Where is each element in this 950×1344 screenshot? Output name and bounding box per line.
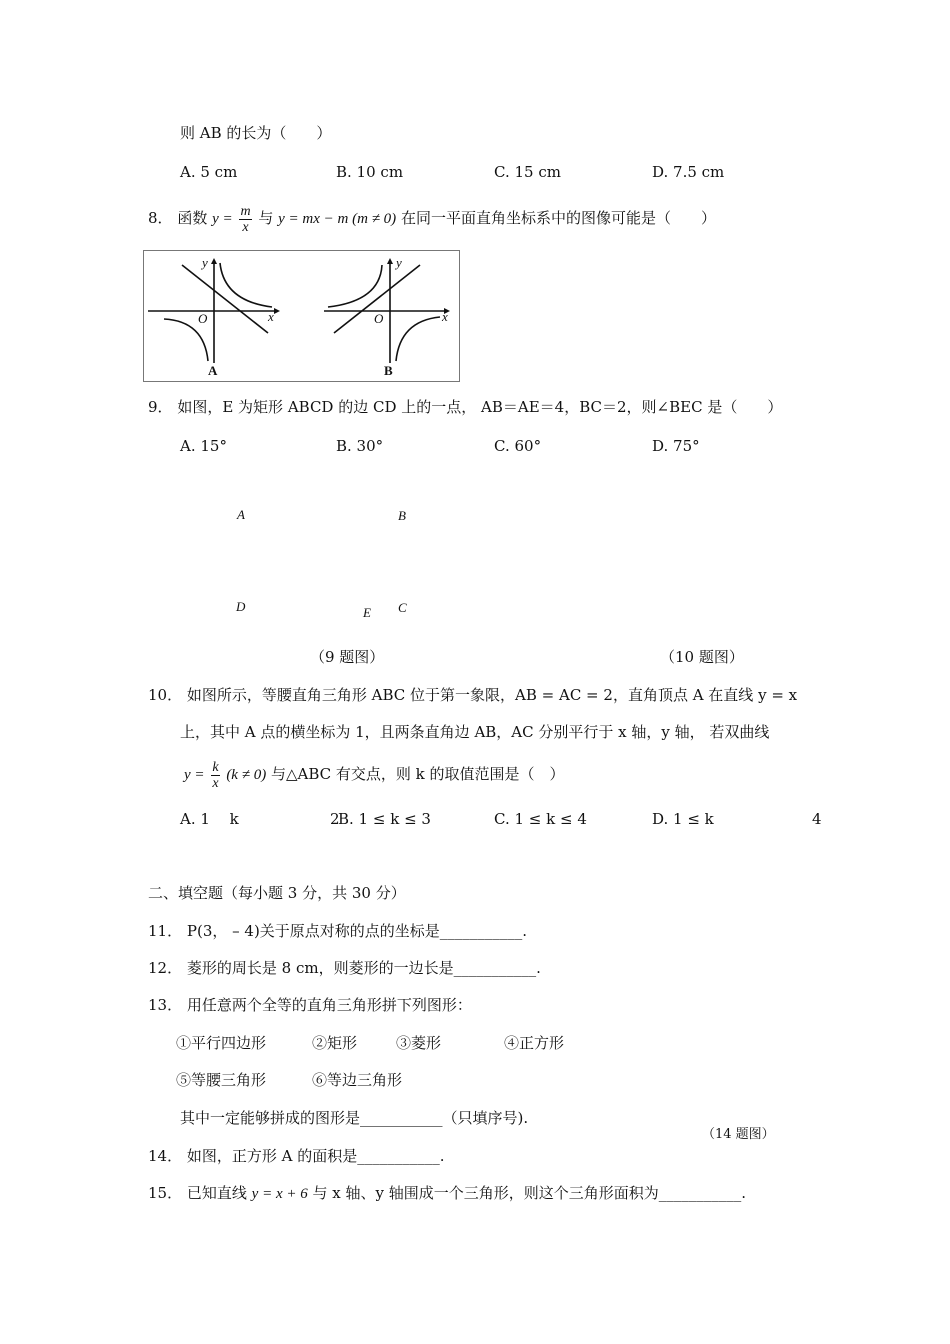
graph-a-x-label: x [268, 309, 274, 324]
section2-heading: 二、填空题（每小题 3 分，共 30 分） [148, 884, 406, 902]
graph-b-origin-label: O [374, 311, 384, 326]
q7-option-a: A. 5 cm [180, 163, 238, 181]
q9-stem: 如图，E 为矩形 ABCD 的边 CD 上的一点， AB＝AE＝4，BC＝2，则∠BEC 是（ ） [177, 398, 783, 416]
q10-fraction [211, 760, 219, 791]
q8-suffix: 在同一平面直角坐标系中的图像可能是（ ） [400, 209, 716, 227]
q8-func2: y = mx − m (m ≠ 0) [278, 211, 397, 227]
caption-fig9: （9 题图） [310, 648, 385, 666]
q10-line3-suffix: 与△ABC 有交点，则 k 的取值范围是（ ） [270, 765, 565, 783]
graph-b-y-label: y [396, 255, 402, 270]
q10-option-d: D. 1 ≤ k [652, 810, 714, 828]
q8-frac-den: x [242, 219, 249, 235]
q10-line3 [184, 756, 565, 793]
q13-tail: 其中一定能够拼成的图形是___________（只填序号). [180, 1109, 529, 1127]
fig9-label-e: E [363, 605, 371, 620]
q15-prefix: 已知直线 [186, 1184, 247, 1202]
q10-option-b: B. 1 ≤ k ≤ 3 [338, 810, 431, 828]
q7-option-b: B. 10 cm [336, 163, 404, 181]
q11-line [148, 922, 527, 940]
fig9-label-b: B [398, 508, 406, 523]
graph-b [324, 258, 450, 363]
q10-line1-text: 如图所示，等腰直角三角形 ABC 位于第一象限，AB = AC = 2，直角顶点 A 在直线 y = x [186, 686, 798, 704]
q10-cond: (k ≠ 0) [226, 767, 267, 783]
q10-number: 10． [148, 686, 183, 704]
q14-text: 如图，正方形 A 的面积是___________. [186, 1147, 445, 1165]
q9-option-b: B. 30° [336, 437, 384, 455]
q10-option-c: C. 1 ≤ k ≤ 4 [494, 810, 587, 828]
q8-y-eq: y = [212, 211, 233, 227]
graph-a-x-arrow [274, 308, 280, 314]
q10-option-a-tail: 2 [330, 810, 340, 828]
q11-text: P(3， – 4)关于原点对称的点的坐标是___________. [186, 922, 528, 940]
q9-number: 9． [148, 398, 173, 416]
q10-line1 [148, 686, 797, 704]
q10-frac-num: k [212, 759, 219, 775]
q8-graphs-svg [144, 251, 459, 381]
q12-text: 菱形的周长是 8 cm，则菱形的一边长是___________. [186, 959, 541, 977]
graph-a-line [182, 265, 268, 333]
q15-suffix: 与 x 轴、y 轴围成一个三角形，则这个三角形面积为___________. [312, 1184, 747, 1202]
q13-number: 13． [148, 996, 183, 1014]
q7-stem: 则 AB 的长为（ ） [180, 124, 332, 142]
q10-line2: 上，其中 A 点的横坐标为 1，且两条直角边 AB，AC 分别平行于 x 轴，y 轴， 若双曲线 [180, 723, 770, 741]
q15-line [148, 1184, 746, 1203]
q13-choice-1: ①平行四边形 [176, 1034, 267, 1052]
fig9-label-d: D [236, 599, 246, 614]
q8-mid: 与 [258, 209, 274, 227]
graph-a-y-arrow [211, 258, 217, 264]
q8-line [148, 200, 716, 237]
graph-a-y-label: y [202, 255, 208, 270]
graph-b-y-arrow [387, 258, 393, 264]
q9-line [148, 398, 782, 416]
q7-option-d: D. 7.5 cm [652, 163, 725, 181]
q9-option-a: A. 15° [180, 437, 227, 455]
q8-frac-num: m [240, 203, 251, 219]
graph-a [148, 258, 280, 363]
q10-option-a: A. 1 k [180, 810, 239, 828]
q13-choice-5: ⑤等腰三角形 [176, 1071, 267, 1089]
q13-stem: 用任意两个全等的直角三角形拼下列图形： [186, 996, 472, 1014]
q8-graph-figure [143, 250, 460, 382]
graph-a-caption: A [208, 363, 218, 378]
q13-choice-6: ⑥等边三角形 [312, 1071, 403, 1089]
graph-b-x-label: x [442, 309, 448, 324]
q14-number: 14． [148, 1147, 183, 1165]
caption-fig10: （10 题图） [660, 648, 744, 666]
q8-number: 8． [148, 209, 173, 227]
graph-b-hyperbola-q4 [396, 317, 440, 361]
q10-option-d-tail: 4 [812, 810, 822, 828]
graph-a-origin-label: O [198, 311, 208, 326]
q12-line [148, 959, 541, 977]
q9-option-c: C. 60° [494, 437, 542, 455]
fig9-label-a: A [237, 507, 245, 522]
q8-fraction [239, 204, 251, 235]
q11-number: 11． [148, 922, 183, 940]
q8-prefix: 函数 [177, 209, 208, 227]
q9-option-d: D. 75° [652, 437, 700, 455]
q10-frac-den: x [212, 775, 219, 791]
q13-choice-2: ②矩形 [312, 1034, 358, 1052]
q10-y-eq: y = [184, 767, 205, 783]
graph-b-caption: B [384, 363, 393, 378]
q13-line [148, 996, 472, 1014]
q13-choice-4: ④正方形 [504, 1034, 565, 1052]
q15-number: 15． [148, 1184, 183, 1202]
caption-fig14: （14 题图） [702, 1127, 775, 1142]
q7-option-c: C. 15 cm [494, 163, 561, 181]
q12-number: 12． [148, 959, 183, 977]
q13-choice-3: ③菱形 [396, 1034, 442, 1052]
q15-expr: y = x + 6 [251, 1186, 308, 1202]
q14-line [148, 1147, 445, 1165]
fig9-label-c: C [398, 600, 407, 615]
